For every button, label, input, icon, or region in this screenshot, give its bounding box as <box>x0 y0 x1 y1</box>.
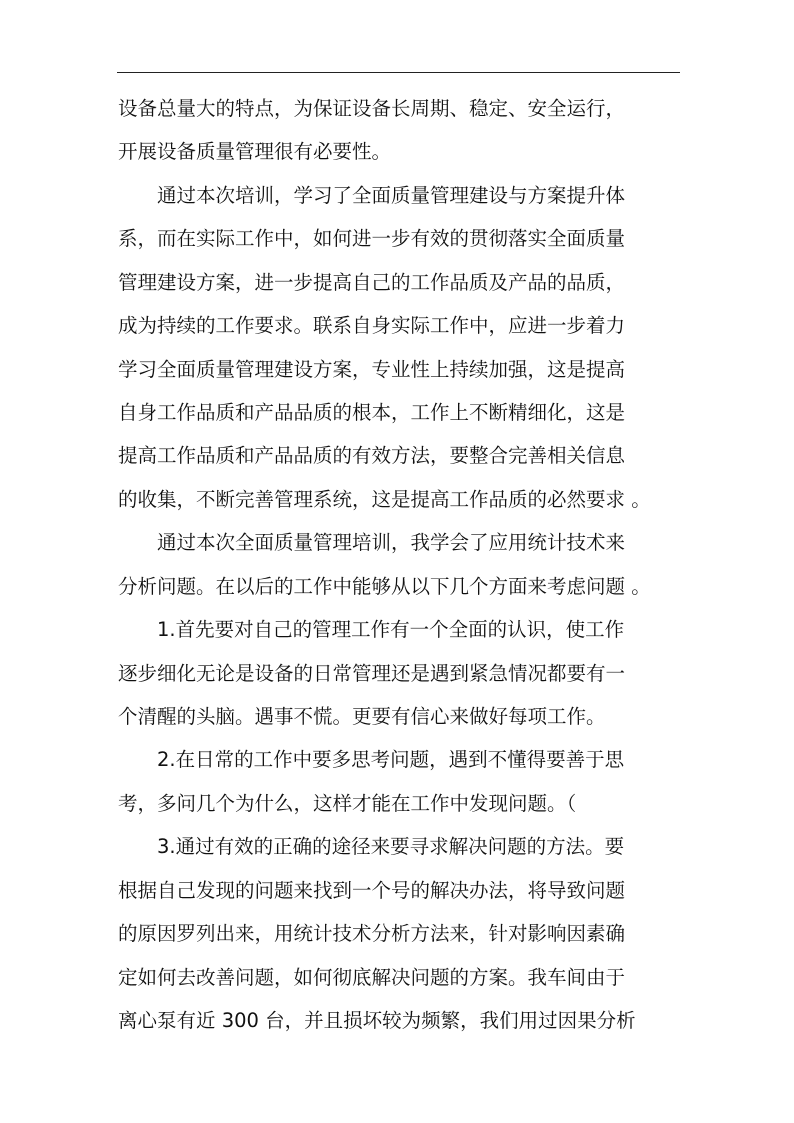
text-line: 个清醒的头脑。遇事不慌。更要有信心来做好每项工作。 <box>118 705 606 728</box>
text-line: 的收集，不断完善管理系统，这是提高工作品质的必然要求 。 <box>118 488 651 511</box>
text-line: 的原因罗列出来，用统计技术分析方法来，针对影响因素确 <box>118 922 626 945</box>
text-line: 系，而在实际工作中，如何进一步有效的贯彻落实全面质量 <box>118 227 626 250</box>
text-line: 管理建设方案，进一步提高自己的工作品质及产品的品质， <box>118 271 626 294</box>
text-line: 成为持续的工作要求。联系自身实际工作中，应进一步着力 <box>118 314 626 337</box>
text-line: 1.首先要对自己的管理工作有一个全面的认识，使工作 <box>157 618 625 641</box>
text-line: 2.在日常的工作中要多思考问题，遇到不懂得要善于思 <box>157 748 625 771</box>
text-line: 学习全面质量管理建设方案，专业性上持续加强，这是提高 <box>118 358 626 381</box>
text-line: 考，多问几个为什么，这样才能在工作中发现问题。（ <box>118 792 577 815</box>
text-line: 根据自己发现的问题来找到一个号的解决办法，将导致问题 <box>118 879 626 902</box>
text-line: 分析问题。在以后的工作中能够从以下几个方面来考虑问题 。 <box>118 575 651 598</box>
text-line: 通过本次培训，学习了全面质量管理建设与方案提升体 <box>157 184 626 207</box>
text-line: 设备总量大的特点，为保证设备长周期、稳定、安全运行， <box>118 97 626 120</box>
text-line: 通过本次全面质量管理培训，我学会了应用统计技术来 <box>157 531 626 554</box>
text-line: 自身工作品质和产品品质的根本，工作上不断精细化，这是 <box>118 401 626 424</box>
text-line: 提高工作品质和产品品质的有效方法，要整合完善相关信息 <box>118 444 626 467</box>
text-line: 离心泵有近 300 台，并且损坏较为频繁，我们用过因果分析 <box>118 1009 636 1032</box>
text-line: 定如何去改善问题，如何彻底解决问题的方案。我车间由于 <box>118 966 626 989</box>
header-rule <box>117 72 680 73</box>
text-line: 3.通过有效的正确的途径来要寻求解决问题的方法。要 <box>157 835 625 858</box>
text-line: 开展设备质量管理很有必要性。 <box>118 140 392 163</box>
text-line: 逐步细化无论是设备的日常管理还是遇到紧急情况都要有一 <box>118 662 626 685</box>
